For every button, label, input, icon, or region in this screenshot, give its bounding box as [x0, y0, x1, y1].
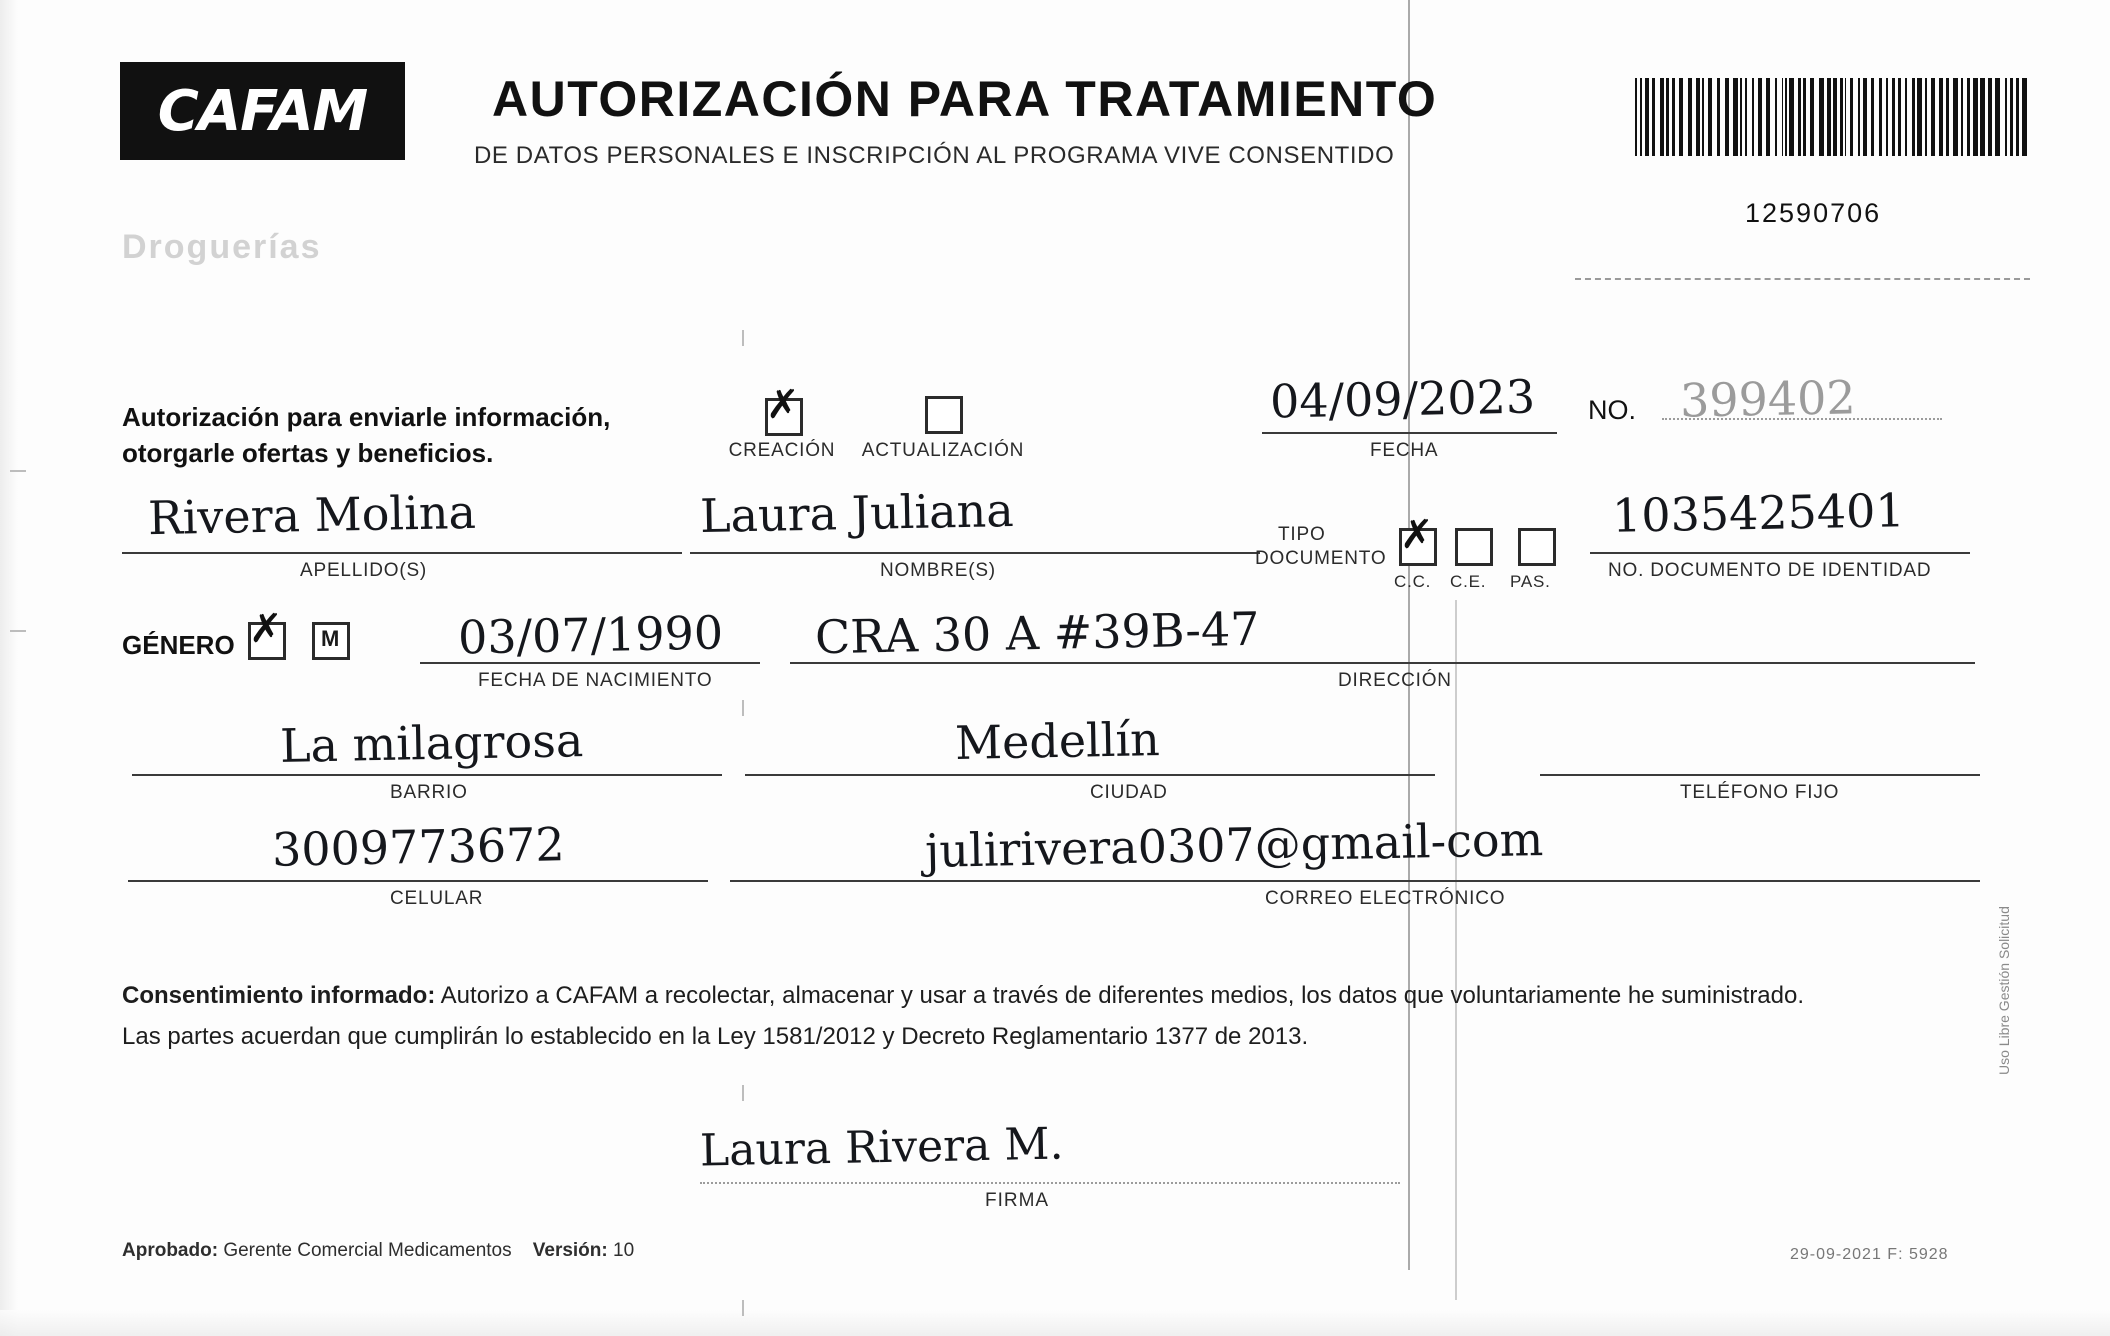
scan-edge-bottom — [0, 1310, 2110, 1336]
value-ciudad: Medellín — [954, 712, 1161, 770]
authorization-statement-line2: otorgarle ofertas y beneficios. — [122, 437, 494, 468]
label-creacion: CREACIÓN — [728, 440, 836, 461]
registration-tick-top — [742, 330, 744, 346]
value-direccion: CRA 30 A #39B-47 — [814, 601, 1260, 665]
checkbox-actualizacion[interactable] — [925, 396, 963, 434]
underline-ciudad — [745, 774, 1435, 776]
value-fecha: 04/09/2023 — [1269, 369, 1536, 429]
value-fecha-nacimiento: 03/07/1990 — [457, 605, 724, 665]
checkbox-genero-f-mark: ✗ — [249, 606, 283, 651]
checkbox-pas[interactable] — [1518, 528, 1556, 566]
cafam-logo — [120, 62, 405, 160]
label-barrio: BARRIO — [390, 782, 468, 803]
footer-approved-value: Gerente Comercial Medicamentos — [223, 1240, 512, 1261]
underline-telefono-fijo — [1540, 774, 1980, 776]
underline-fecha-nacimiento — [420, 662, 760, 664]
barcode — [1635, 78, 2030, 156]
label-celular: CELULAR — [390, 888, 484, 909]
label-genero-m: M — [321, 626, 340, 651]
value-no: 399402 — [1679, 370, 1857, 428]
footer-side-note: Uso Libre Gestión Solicitud — [1996, 906, 2012, 1075]
value-numero-documento: 1035425401 — [1611, 483, 1906, 543]
label-numero-documento: NO. DOCUMENTO DE IDENTIDAD — [1608, 560, 1932, 581]
registration-tick-lower — [742, 1085, 744, 1101]
authorization-statement-line1: Autorización para enviarle información, — [122, 402, 611, 432]
underline-nombres — [690, 552, 1260, 554]
label-telefono-fijo: TELÉFONO FIJO — [1680, 782, 1840, 803]
signature-value: Laura Rivera M. — [699, 1118, 1064, 1177]
value-apellidos: Rivera Molina — [147, 484, 477, 546]
label-nombres: NOMBRE(S) — [880, 560, 996, 581]
footer-approval — [122, 1240, 634, 1262]
scan-edge-left — [0, 0, 18, 1336]
value-nombres: Laura Juliana — [699, 482, 1015, 544]
label-apellidos: APELLIDO(S) — [300, 560, 428, 581]
consent-text-line2: Las partes acuerdan que cumplirán lo establecido en la Ley 1581/2012 y Decreto Reglamentario 1377 de 2013. — [122, 1023, 1309, 1051]
registration-tick-left-b — [10, 630, 26, 632]
value-celular: 3009773672 — [271, 817, 566, 877]
label-pas: PAS. — [1510, 572, 1551, 591]
header-dashed-rule — [1575, 278, 2030, 280]
checkbox-ce[interactable] — [1455, 528, 1493, 566]
barcode-number: 12590706 — [1745, 198, 1882, 228]
underline-firma — [700, 1182, 1400, 1184]
registration-tick-bottom — [742, 1300, 744, 1316]
label-tipo-documento-line2: DOCUMENTO — [1255, 548, 1387, 569]
document-subtitle: DE DATOS PERSONALES E INSCRIPCIÓN AL PROGRAMA VIVE CONSENTIDO — [474, 142, 1395, 169]
cafam-logo-text: CAFAM — [157, 78, 368, 144]
label-fecha-nacimiento: FECHA DE NACIMIENTO — [478, 670, 713, 691]
underline-numero-documento — [1590, 552, 1970, 554]
underline-barrio — [132, 774, 722, 776]
registration-tick-left-a — [10, 470, 26, 472]
footer-version-label: Versión: — [532, 1240, 608, 1261]
cafam-droguerias-label: Droguerías — [122, 228, 322, 266]
consent-text-line1: Autorizo a CAFAM a recolectar, almacenar y usar a través de diferentes medios, los datos que voluntariamente he suministrado. — [440, 982, 1805, 1009]
value-correo: julirivera0307@gmail-com — [924, 812, 1544, 878]
document-title: AUTORIZACIÓN PARA TRATAMIENTO — [492, 71, 1438, 127]
label-tipo-documento-line1: TIPO — [1278, 524, 1326, 545]
value-barrio: La milagrosa — [279, 713, 584, 773]
label-genero: GÉNERO — [122, 630, 235, 660]
underline-fecha — [1262, 432, 1557, 434]
consent-heading: Consentimiento informado: — [122, 982, 436, 1009]
authorization-statement — [122, 400, 722, 472]
label-firma: FIRMA — [985, 1190, 1050, 1211]
underline-no — [1662, 418, 1942, 420]
underline-correo — [730, 880, 1980, 882]
label-ce: C.E. — [1450, 572, 1487, 591]
page-fold-line — [1408, 0, 1410, 1270]
footer-print-code: 29-09-2021 F: 5928 — [1790, 1246, 1949, 1263]
label-cc: C.C. — [1394, 572, 1432, 591]
underline-celular — [128, 880, 708, 882]
consent-paragraph — [122, 975, 1952, 1058]
underline-apellidos — [122, 552, 682, 554]
label-no: NO. — [1588, 395, 1637, 425]
registration-tick-mid — [742, 700, 744, 716]
label-ciudad: CIUDAD — [1090, 782, 1168, 803]
label-fecha: FECHA — [1370, 440, 1439, 461]
footer-version-value: 10 — [613, 1240, 635, 1261]
checkbox-cc-mark: ✗ — [1400, 512, 1434, 557]
label-direccion: DIRECCIÓN — [1338, 670, 1452, 691]
page-fold-line-secondary — [1455, 600, 1457, 1300]
checkbox-creacion-mark: ✗ — [766, 382, 800, 427]
footer-approved-label: Aprobado: — [122, 1240, 219, 1261]
underline-direccion — [790, 662, 1975, 664]
label-actualizacion: ACTUALIZACIÓN — [861, 440, 1025, 461]
label-correo: CORREO ELECTRÓNICO — [1265, 888, 1506, 909]
